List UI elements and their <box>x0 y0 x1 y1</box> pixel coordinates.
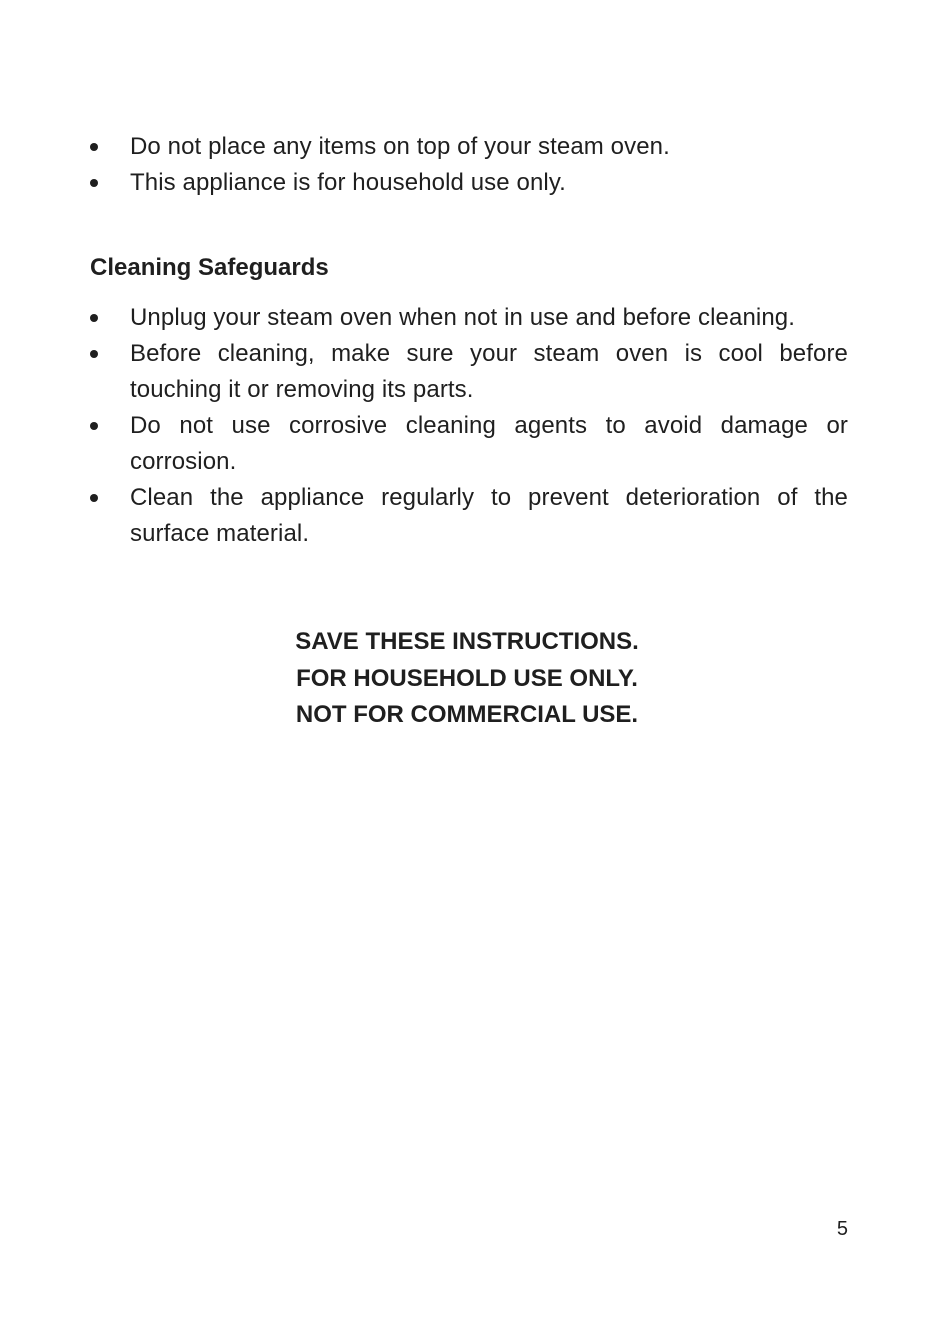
instructions-notice <box>0 624 934 734</box>
bullet-icon <box>90 494 98 502</box>
list-item-text: This appliance is for household use only. <box>130 169 566 196</box>
bullet-icon <box>90 422 98 430</box>
notice-line: NOT FOR COMMERCIAL USE. <box>295 701 639 728</box>
bullet-icon <box>90 143 98 151</box>
list-item-text: Before cleaning, make sure your steam oven is cool before touching it or removing its parts. <box>130 340 848 403</box>
notice-line: SAVE THESE INSTRUCTIONS. <box>295 628 639 655</box>
bullet-icon <box>90 179 98 187</box>
list-item-text: Unplug your steam oven when not in use and before cleaning. <box>130 304 795 331</box>
list-item <box>90 165 848 201</box>
list-item <box>90 129 848 165</box>
list-item-text: Do not place any items on top of your steam oven. <box>130 133 670 160</box>
notice-line: FOR HOUSEHOLD USE ONLY. <box>296 664 638 692</box>
list-item <box>90 408 848 480</box>
cleaning-safeguards-list <box>90 300 848 552</box>
bullet-icon <box>90 350 98 358</box>
list-item <box>90 480 848 552</box>
section-heading: Cleaning Safeguards <box>90 254 329 281</box>
list-item-text: Clean the appliance regularly to prevent deterioration of the surface material. <box>130 484 848 547</box>
general-safety-list <box>90 129 848 201</box>
bullet-icon <box>90 314 98 322</box>
list-item <box>90 336 848 408</box>
page-number: 5 <box>836 1218 848 1240</box>
list-item <box>90 300 848 336</box>
list-item-text: Do not use corrosive cleaning agents to avoid damage or corrosion. <box>130 412 848 475</box>
